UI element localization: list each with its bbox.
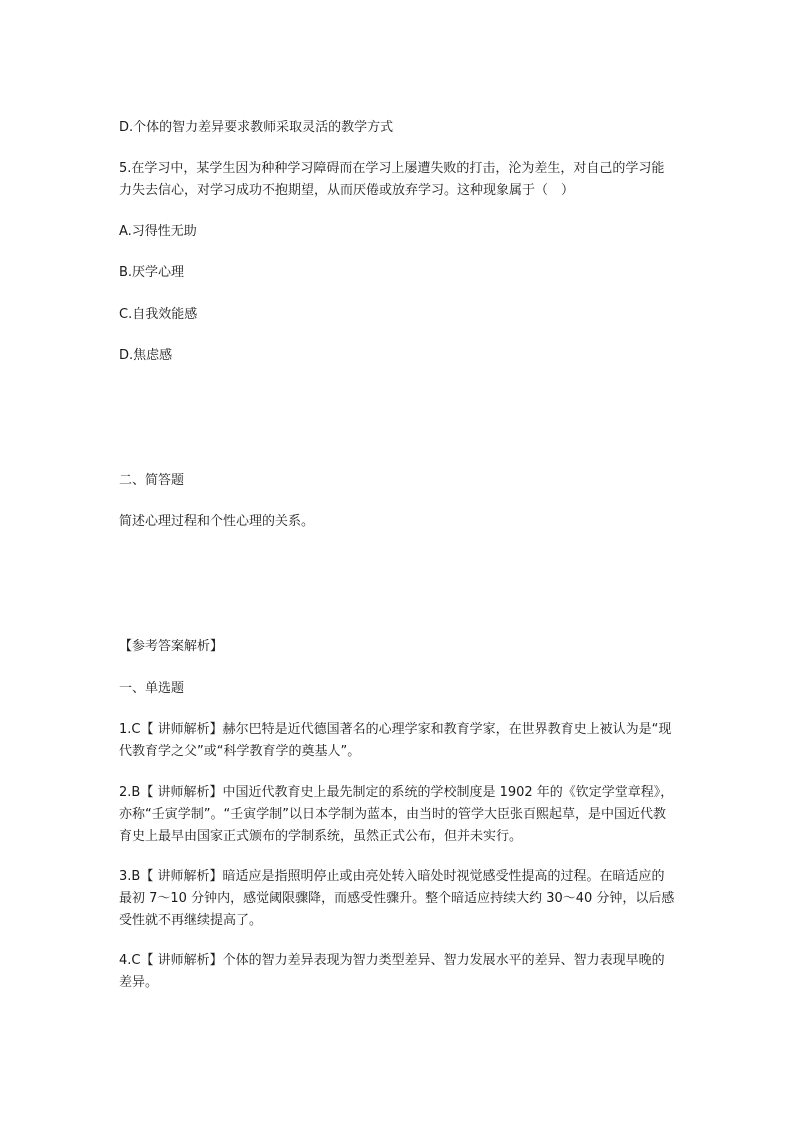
answers-title: 【参考答案解析】 — [119, 639, 224, 654]
q5-option-d: D.焦虑感 — [119, 348, 173, 363]
answer-item-4: 4.C【 讲师解析】个体的智力差异表现为智力类型差异、智力发展水平的差异、智力表现早晚的差异。 — [119, 953, 665, 990]
q5-option-b: B.厌学心理 — [119, 265, 185, 280]
q5-option-c: C.自我效能感 — [119, 307, 198, 322]
q4-option-d: D.个体的智力差异要求教师采取灵活的教学方式 — [119, 120, 394, 135]
section2-heading: 二、简答题 — [119, 473, 185, 488]
answer-item-1: 1.C【 讲师解析】赫尔巴特是近代德国著名的心理学家和教育学家，在世界教育史上被认为是“现代教育学之父”或“科学教育学的奠基人”。 — [119, 722, 672, 759]
answer-item-2: 2.B【 讲师解析】中国近代教育史上最先制定的系统的学校制度是 1902 年的《钦定学堂章程》，亦称“壬寅学制”。“壬寅学制”以日本学制为蓝本，由当时的管学大臣张百熙起草，是中国近代教育史上最早由国家正式颁布的学制系统，虽然正式公布，但并未实行。 — [119, 785, 674, 844]
answer-item-3: 3.B【 讲师解析】暗适应是指照明停止或由亮处转入暗处时视觉感受性提高的过程。在暗适应的最初 7～10 分钟内，感觉阈限骤降，而感受性骤升。整个暗适应持续大约 30～40 分钟，以后感受性就不再继续提高了。 — [119, 869, 675, 928]
q5-option-a: A.习得性无助 — [119, 224, 197, 239]
answers-section-heading: 一、单选题 — [119, 681, 185, 696]
q5-stem: 5.在学习中，某学生因为种种学习障碍而在学习上屡遭失败的打击，沦为差生，对自己的学习能力失去信心，对学习成功不抱期望，从而厌倦或放弃学习。这种现象属于（ ） — [119, 161, 665, 198]
section2-question: 简述心理过程和个性心理的关系。 — [119, 514, 315, 529]
